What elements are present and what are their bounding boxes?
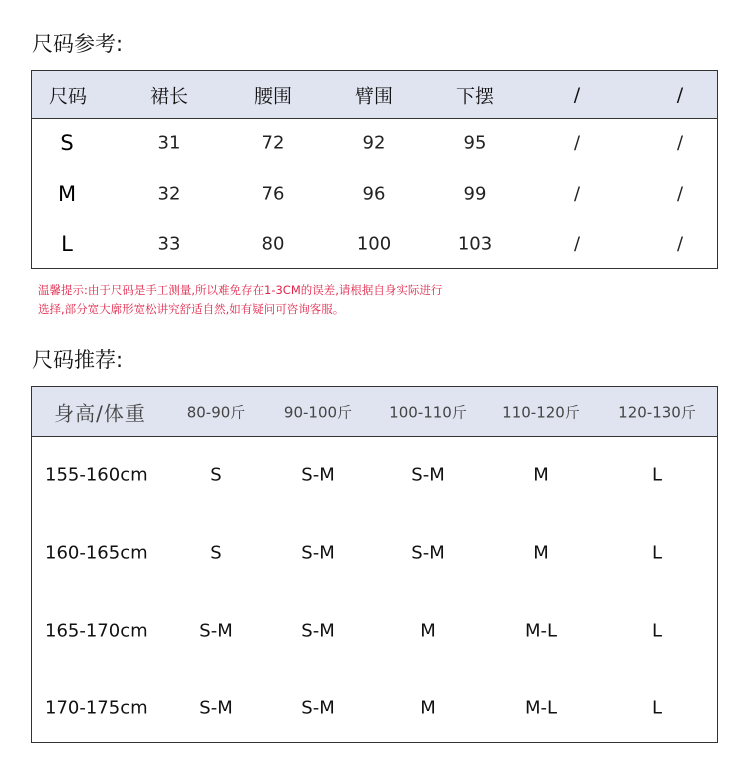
recommend-size-cell: L xyxy=(651,464,663,486)
size-cell: / xyxy=(573,233,581,255)
size-cell: / xyxy=(573,132,581,154)
recommend-size-cell: S-M xyxy=(301,620,335,642)
size-header-slash-2: / xyxy=(676,84,684,106)
recommend-header-weight-1: 80-90斤 xyxy=(186,403,246,422)
recommend-header-weight-4: 110-120斤 xyxy=(502,403,580,422)
size-table-header xyxy=(32,71,717,119)
size-cell: 96 xyxy=(362,183,386,205)
size-cell: 33 xyxy=(157,233,181,255)
size-cell: / xyxy=(573,183,581,205)
recommend-size-cell: M xyxy=(420,697,436,719)
recommend-height-cell: 165-170cm xyxy=(45,620,148,642)
recommend-height-cell: 160-165cm xyxy=(45,542,148,564)
recommend-header-weight-5: 120-130斤 xyxy=(618,403,696,422)
size-cell: 100 xyxy=(356,233,392,255)
recommend-size-cell: L xyxy=(651,542,663,564)
recommend-size-cell: L xyxy=(651,697,663,719)
recommend-size-cell: S-M xyxy=(411,542,445,564)
recommend-size-cell: M xyxy=(533,542,549,564)
size-cell: 95 xyxy=(463,132,487,154)
recommend-header-weight-3: 100-110斤 xyxy=(389,403,467,422)
recommend-size-cell: S xyxy=(210,464,222,486)
size-header-arm: 臂围 xyxy=(354,85,394,108)
size-header-slash-1: / xyxy=(573,84,581,106)
recommend-size-cell: S-M xyxy=(301,464,335,486)
size-cell: / xyxy=(676,132,684,154)
size-header-hem: 下摆 xyxy=(455,85,495,108)
size-cell: 31 xyxy=(157,132,181,154)
recommend-header-weight-2: 90-100斤 xyxy=(283,403,353,422)
size-cell: 76 xyxy=(261,183,285,205)
recommend-size-cell: S-M xyxy=(301,542,335,564)
measurement-note-line-1: 温馨提示:由于尺码是手工测量,所以难免存在1-3CM的误差,请根据自身实际进行 xyxy=(38,283,443,297)
size-cell: 103 xyxy=(457,233,493,255)
size-cell: M xyxy=(57,182,77,206)
recommend-height-cell: 170-175cm xyxy=(45,697,148,719)
size-cell: / xyxy=(676,183,684,205)
size-cell: 92 xyxy=(362,132,386,154)
recommend-size-cell: L xyxy=(651,620,663,642)
size-header-size: 尺码 xyxy=(48,85,88,108)
size-cell: S xyxy=(60,131,74,155)
recommend-size-cell: S xyxy=(210,542,222,564)
size-header-skirt-length: 裙长 xyxy=(149,85,189,108)
size-cell: L xyxy=(61,232,73,256)
recommend-table-header xyxy=(32,387,717,437)
size-cell: 99 xyxy=(463,183,487,205)
size-header-waist: 腰围 xyxy=(253,85,293,108)
size-cell: 32 xyxy=(157,183,181,205)
size-cell: 80 xyxy=(261,233,285,255)
size-reference-table xyxy=(31,70,718,269)
recommend-size-cell: M xyxy=(533,464,549,486)
recommend-size-cell: M-L xyxy=(524,620,558,642)
recommend-size-cell: S-M xyxy=(301,697,335,719)
recommend-size-cell: S-M xyxy=(199,697,233,719)
size-cell: 72 xyxy=(261,132,285,154)
recommend-header-height-weight: 身高/体重 xyxy=(54,401,146,426)
measurement-note-line-2: 选择,部分宽大廓形宽松讲究舒适自然,如有疑问可咨询客服。 xyxy=(38,302,345,316)
size-recommend-title: 尺码推荐: xyxy=(32,348,124,372)
recommend-height-cell: 155-160cm xyxy=(45,464,148,486)
recommend-size-cell: S-M xyxy=(199,620,233,642)
size-reference-title: 尺码参考: xyxy=(32,32,124,56)
size-recommend-table xyxy=(31,386,718,743)
recommend-size-cell: S-M xyxy=(411,464,445,486)
recommend-size-cell: M xyxy=(420,620,436,642)
recommend-size-cell: M-L xyxy=(524,697,558,719)
size-cell: / xyxy=(676,233,684,255)
